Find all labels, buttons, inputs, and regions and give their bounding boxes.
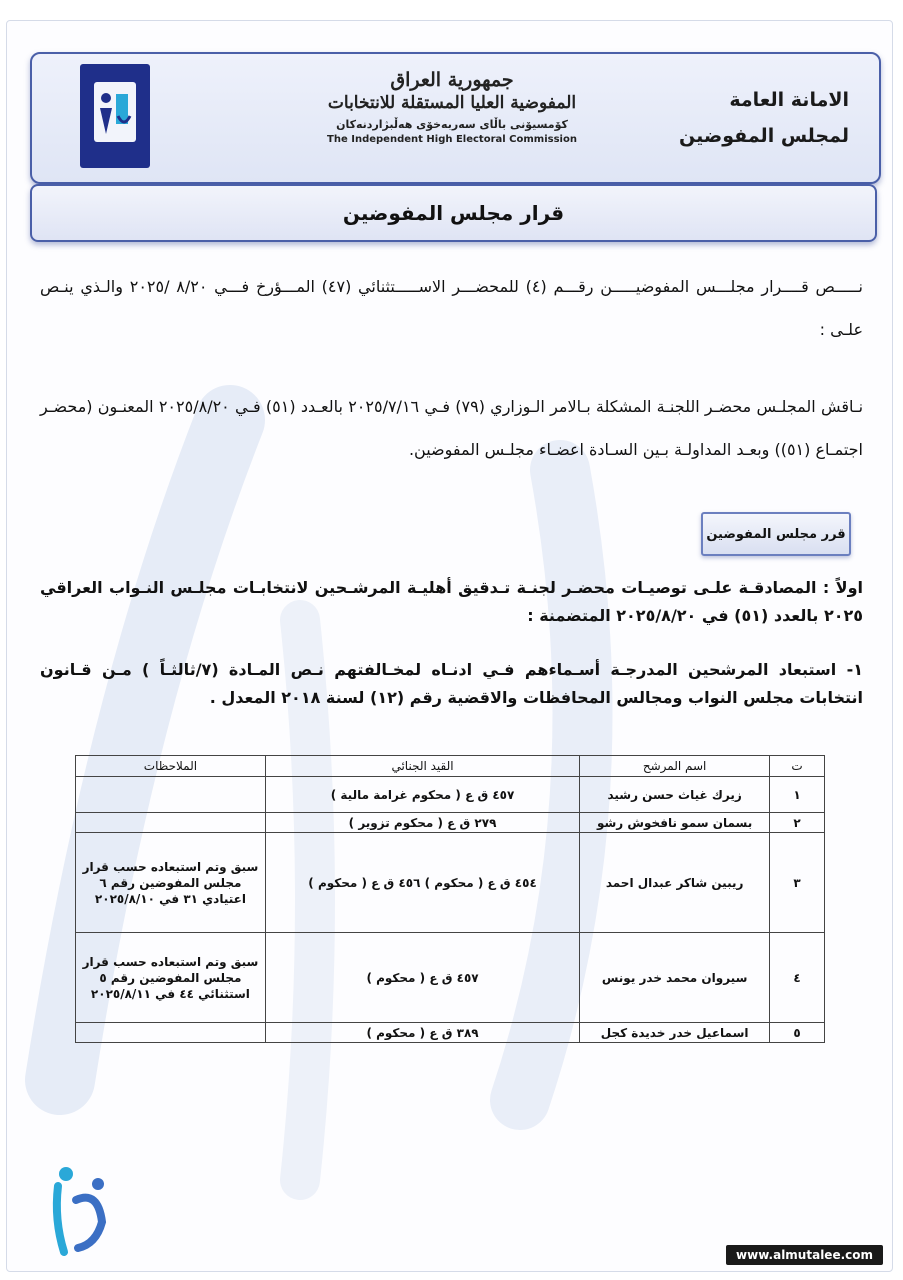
header-english-line: The Independent High Electoral Commission <box>327 134 577 145</box>
footer-logo-icon <box>46 1160 116 1260</box>
header-arabic-line2: المفوضية العليا المستقلة للانتخابات <box>327 93 577 113</box>
row-number: ٤ <box>770 933 825 1023</box>
notes: سبق وتم استبعاده حسب قرار مجلس المفوضين رقم ٥ استثنائي ٤٤ في ٢٠٢٥/٨/١١ <box>76 933 266 1023</box>
row-number: ٣ <box>770 833 825 933</box>
letterhead <box>30 52 881 184</box>
secretariat-title <box>679 82 849 154</box>
criminal-record: ٤٥٧ ق ع ( محكوم غرامة مالية ) <box>265 777 579 813</box>
candidate-name: سيروان محمد خدر يونس <box>580 933 770 1023</box>
table-row <box>76 833 825 933</box>
header-candidate-name: اسم المرشح <box>580 756 770 777</box>
header-criminal-record: القيد الجنائي <box>265 756 579 777</box>
decision-first: اولاً : المصادقـة علـى توصيـات محضـر لجنـة تـدقيق أهليـة المرشـحين لانتخابـات مجلـس النـواب العراقي ٢٠٢٥ بالعدد (٥١) في ٢٠٢٥/٨/٢٠ المتضمنة : <box>40 578 863 625</box>
row-number: ٥ <box>770 1023 825 1043</box>
criminal-record: ٣٨٩ ق ع ( محكوم ) <box>265 1023 579 1043</box>
secretariat-line2: لمجلس المفوضين <box>679 125 849 147</box>
ballot-logo-icon <box>80 64 150 168</box>
candidate-name: زيرك غياث حسن رشيد <box>580 777 770 813</box>
table-header-row <box>76 756 825 777</box>
candidate-name: ريبين شاكر عبدال احمد <box>580 833 770 933</box>
secretariat-line1: الامانة العامة <box>729 89 849 111</box>
paragraph-intro: نـــــص قــــرار مجلـــس المفوضيـــــن رقـــم (٤) للمحضـــر الاســـــتثنائي (٤٧) المـــؤرخ فـــي ٨/٢٠ /٢٠٢٥ والـذي ينـص علـى : <box>40 277 863 339</box>
candidates-table <box>75 755 825 1043</box>
header-notes: الملاحظات <box>76 756 266 777</box>
notes <box>76 1023 266 1043</box>
decision-exclusion: ١- استبعاد المرشحين المدرجـة أسـماءهم فـي ادنـاه لمخـالفتهم نـص المـادة (٧/ثالثـاً ) مـن قـانون انتخابات مجلس النواب ومجالس المحافظات والاقضية رقم (١٢) لسنة ٢٠١٨ المعدل . <box>40 660 863 707</box>
decision-badge: قرر مجلس المفوضين <box>701 512 851 556</box>
header-number: ت <box>770 756 825 777</box>
row-number: ١ <box>770 777 825 813</box>
header-arabic-line1: جمهورية العراق <box>390 69 514 91</box>
site-watermark-url: www.almutalee.com <box>726 1245 883 1265</box>
table-row <box>76 813 825 833</box>
document-title: قرار مجلس المفوضين <box>30 184 877 242</box>
table-row <box>76 1023 825 1043</box>
candidate-name: بسمان سمو نافخوش رشو <box>580 813 770 833</box>
commission-name-block <box>302 68 602 145</box>
candidate-name: اسماعيل خدر خديدة كجل <box>580 1023 770 1043</box>
notes <box>76 813 266 833</box>
notes: سبق وتم استبعاده حسب قرار مجلس المفوضين رقم ٦ اعتيادي ٣١ في ٢٠٢٥/٨/١٠ <box>76 833 266 933</box>
table-row <box>76 933 825 1023</box>
row-number: ٢ <box>770 813 825 833</box>
criminal-record: ٤٥٧ ق ع ( محكوم ) <box>265 933 579 1023</box>
paragraph-discussion: نـاقش المجلـس محضـر اللجنـة المشكلة بـالامر الـوزاري (٧٩) فـي ٢٠٢٥/٧/١٦ بالعـدد (٥١) فـي ٢٠٢٥/٨/٢٠ المعنـون (محضـر اجتمـاع (٥١)) وبعـد المداولـة بـين السـادة اعضـاء مجلـس المفوضين. <box>40 397 864 459</box>
criminal-record: ٤٥٤ ق ع ( محكوم ) ٤٥٦ ق ع ( محكوم ) <box>265 833 579 933</box>
table-row <box>76 777 825 813</box>
commission-logo <box>80 64 150 168</box>
header-kurdish-line: كۆمسیۆنی باڵای سەربەخۆی هەڵبژاردنەکان <box>336 118 568 131</box>
criminal-record: ٢٧٩ ق ع ( محكوم تزوير ) <box>265 813 579 833</box>
notes <box>76 777 266 813</box>
